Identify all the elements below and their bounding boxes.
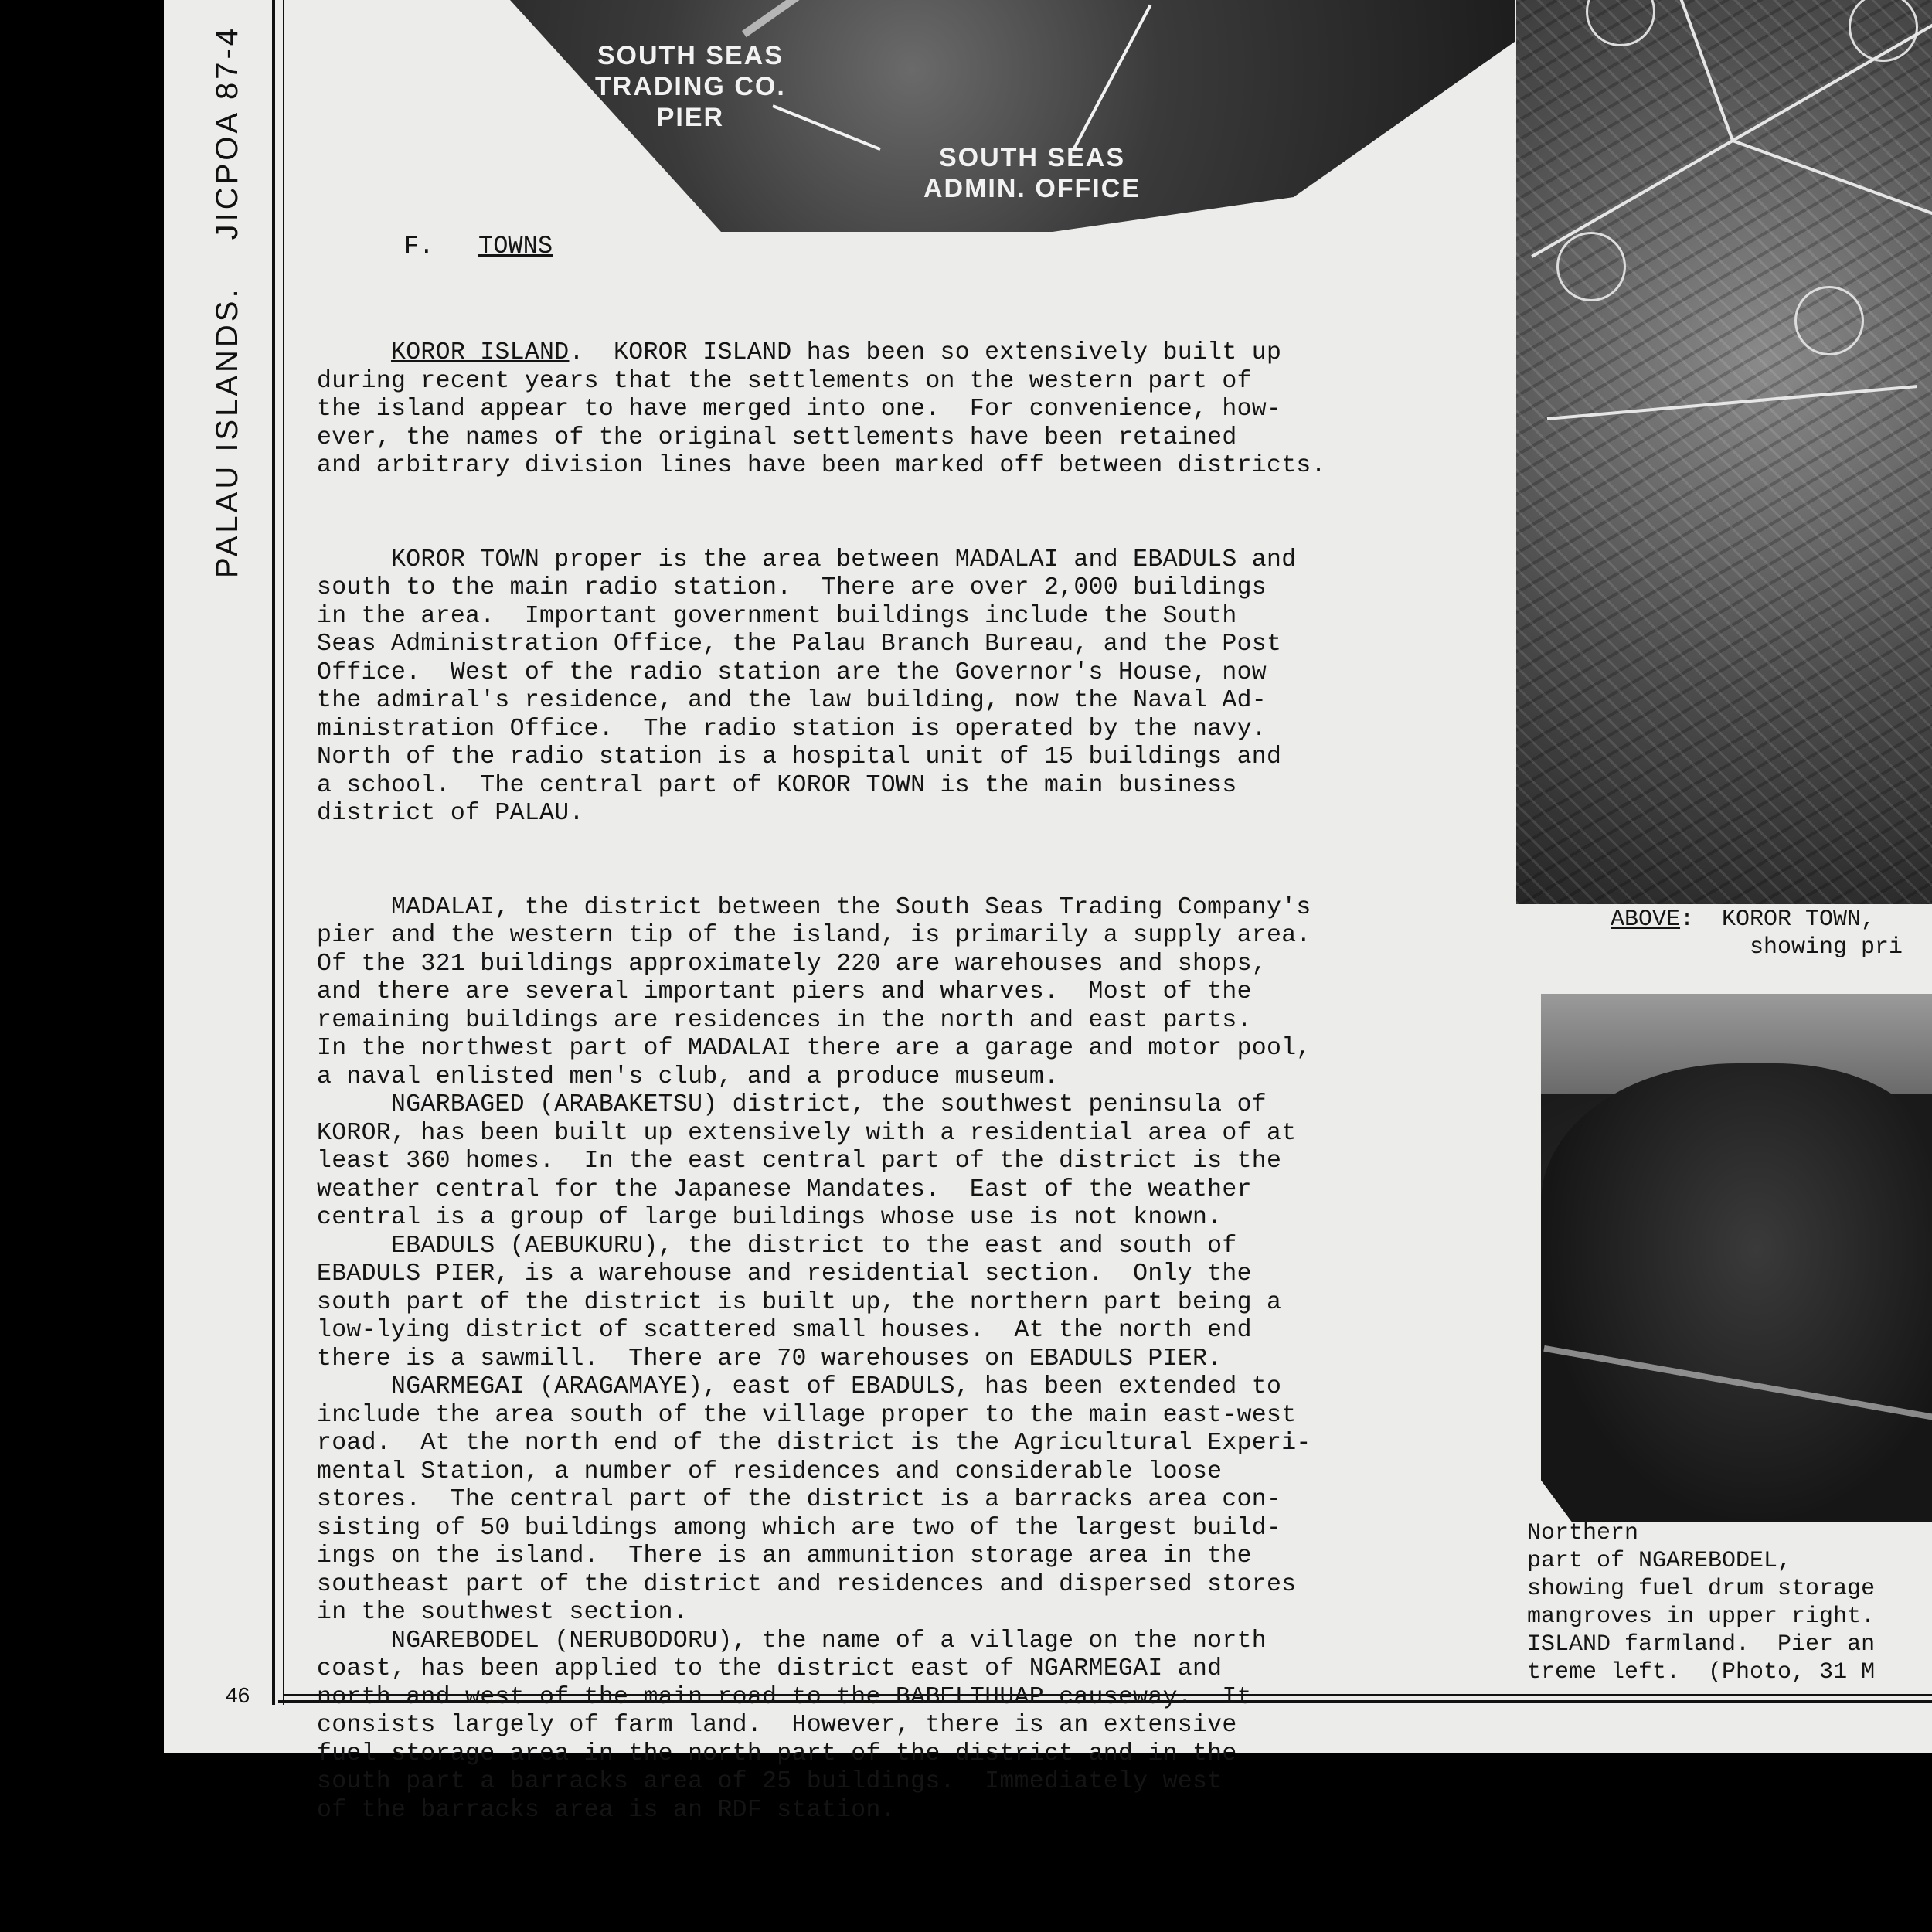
- photo-ray: [1732, 23, 1932, 141]
- caption-above: [1611, 906, 1903, 961]
- photo-marker-circle: [1556, 232, 1626, 301]
- section-heading: [404, 232, 553, 260]
- sidebar-series-title: PALAU ISLANDS.: [210, 286, 244, 578]
- photo-ray: [1547, 385, 1917, 420]
- photo-marker-circle: [1586, 0, 1655, 46]
- caption-below: Northern part of NGAREBODEL, showing fuel drum storage mangroves in upper right. ISLAND farmland. Pier an treme left. (Photo, 31 M: [1527, 1520, 1876, 1685]
- paragraph-koror-island: [317, 339, 1468, 481]
- caption-above-text: : KOROR TOWN, showing pri: [1680, 906, 1903, 961]
- photo-ray: [1662, 0, 1734, 141]
- aerial-photo-koror-town: [1516, 0, 1932, 904]
- aerial-photo-ngarebodel: [1541, 994, 1932, 1522]
- sidebar-title: [210, 26, 245, 578]
- photo-label-pier: SOUTH SEAS TRADING CO. PIER: [595, 41, 786, 132]
- photo-ray: [1531, 139, 1733, 257]
- photo-road: [742, 0, 1253, 37]
- paragraph-lead: KOROR ISLAND: [391, 339, 570, 366]
- section-letter: F.: [404, 232, 434, 260]
- sidebar-code: JICPOA 87-4: [210, 25, 244, 240]
- photo-ray: [1732, 139, 1932, 226]
- photo-marker-circle: [1794, 286, 1864, 355]
- paragraph-koror-town: KOROR TOWN proper is the area between MADALAI and EBADULS and south to the main radio station. There are over 2,000 buildings in the area. Important government buildings include the South Seas Administration Office, the Palau Branch Bureau, and the Post Office. West of the radio station are the Governor's House, now the admiral's residence, and the law building, now the Naval Ad- ministration Office. The radio station is operated by the navy. North of the radio station is a hospital unit of 15 buildings and a school. The central part of KOROR TOWN is the main business district of PALAU.: [317, 546, 1297, 827]
- paragraph-districts: MADALAI, the district between the South Seas Trading Company's pier and the western tip of the island, is primarily a supply area. Of the 321 buildings approximately 220 are warehouses and shops, and there are several important piers and wharves. Most of the remaining buildings are residences in the north and east parts. In the northwest part of MADALAI there are a garage and motor pool, a naval enlisted men's club, and a produce museum. NGARBAGED (ARABAKETSU) district, the southwest peninsula of KOROR, has been built up extensively with a residential area of at least 360 homes. In the east central part of the district is the weather central for the Japanese Mandates. East of the weather central is a group of large buildings whose use is not known. EBADULS (AEBUKURU), the district to the east and south of EBADULS PIER, is a warehouse and residential section. Only the south part of the district is built up, the northern part being a low-lying district of scattered small houses. At the north end there is a sawmill. There are 70 warehouses on EBADULS PIER. NGARMEGAI (ARAGAMAYE), east of EBADULS, has been extended to include the area south of the village proper to the main east-west road. At the north end of the district is the Agricultural Experi- mental Station, a number of residences and considerable loose stores. The central part of the district is a barracks area con- sisting of 50 buildings among which are two of the largest build- ings on the island. There is an ammunition storage area in the southeast part of the district and residences and dispersed stores in the southwest section. NGAREBODEL (NERUBODORU), the name of a village on the north coast, has been applied to the district east of NGARMEGAI and north and west of the main road to the BABELTHUAP causeway. It consists largely of farm land. However, there is an extensive fuel storage area in the north part of the district and in the south part a barracks area of 25 buildings. Immediately west of the barracks area is an RDF station.: [317, 893, 1311, 1824]
- photo-label-office: SOUTH SEAS ADMIN. OFFICE: [923, 143, 1141, 203]
- body-text: [317, 283, 1468, 1862]
- paragraph-text: . KOROR ISLAND has been so extensively built up during recent years that the settlements on the western part of the island appear to have merged into one. For convenience, how- ever, the names of the original settlements have been retained and arbitrary division lines have been marked off between districts.: [317, 339, 1326, 479]
- section-title: TOWNS: [478, 232, 553, 260]
- border-line-vertical: [272, 0, 275, 1705]
- border-line-vertical-inner: [283, 0, 284, 1705]
- caption-above-lead: ABOVE: [1611, 906, 1681, 933]
- page-number: 46: [226, 1683, 250, 1707]
- photo-hill: [1541, 1063, 1932, 1527]
